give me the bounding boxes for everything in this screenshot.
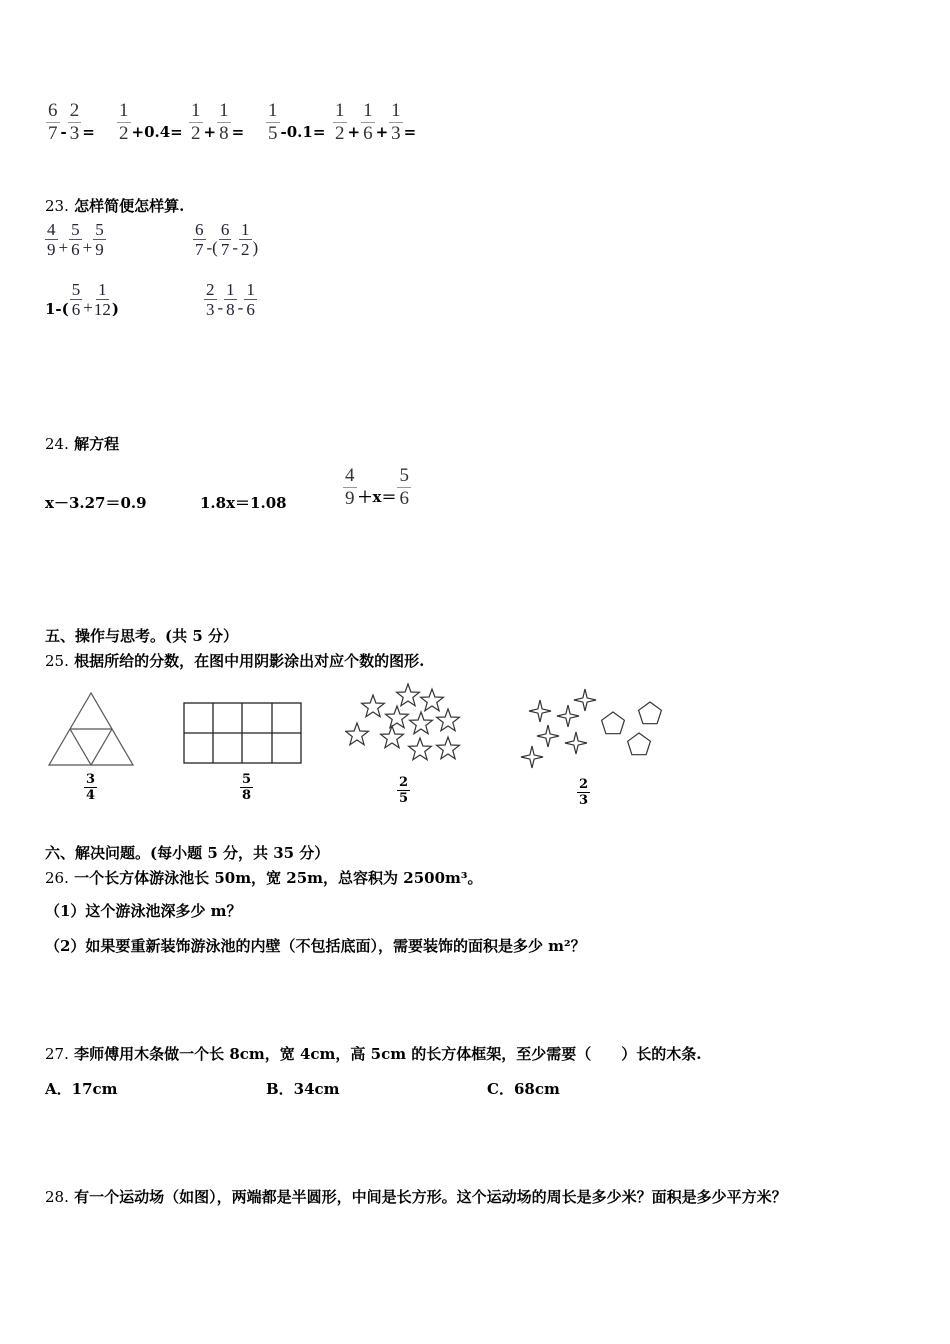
denominator: 9 <box>345 488 355 509</box>
star-icon <box>386 706 409 728</box>
fraction-label <box>84 772 97 803</box>
numerator: 1 <box>226 280 235 299</box>
equation-2: 1.8x＝1.08 <box>200 494 287 512</box>
numerator: 1 <box>119 100 129 121</box>
q26-text <box>45 867 482 888</box>
grid-figure <box>183 702 303 766</box>
question-text: 一个长方体游泳池长 50m，宽 25m，总容积为 2500m³。 <box>74 869 483 887</box>
denominator: 12 <box>93 300 111 319</box>
denominator: 5 <box>268 123 278 144</box>
q28-text <box>45 1186 787 1207</box>
fraction <box>333 100 347 145</box>
q23-expr-1 <box>44 220 107 259</box>
question-number: 25. <box>45 652 69 670</box>
operator: + <box>83 298 93 317</box>
denominator: 2 <box>119 123 129 144</box>
numerator: 1 <box>246 280 255 299</box>
denominator: 6 <box>71 240 80 259</box>
numerator: 1 <box>98 280 107 299</box>
question-text: 根据所给的分数，在图中用阴影涂出对应个数的图形. <box>74 652 425 670</box>
option-a[interactable]: A．17cm <box>45 1080 118 1098</box>
sparkle-icon <box>574 689 596 711</box>
numerator: 1 <box>391 100 401 121</box>
pentagon-icon <box>639 702 662 724</box>
q23-expr-3 <box>45 280 119 319</box>
fraction <box>117 100 131 145</box>
denominator: 3 <box>69 123 80 144</box>
denominator: 2 <box>191 123 201 144</box>
q26-subquestion-1: （1）这个游泳池深多少 m？ <box>45 902 242 920</box>
fraction <box>389 100 403 145</box>
numerator: 5 <box>399 465 409 486</box>
sparkles-pentagons-figure <box>515 682 665 777</box>
question-text: 解方程 <box>74 435 120 453</box>
question-number: 24. <box>45 435 69 453</box>
fraction-label <box>240 772 253 803</box>
operator-tail: +0.4= <box>131 123 183 141</box>
sparkle-icon <box>557 705 579 727</box>
fraction <box>189 100 203 145</box>
numerator: 2 <box>69 100 80 121</box>
star-icon <box>410 712 433 734</box>
operator: - <box>237 298 244 317</box>
operator: ＋x＝ <box>357 488 397 506</box>
question-text: 怎样简便怎样算. <box>74 197 185 215</box>
pentagon-icon <box>628 733 651 755</box>
numerator: 2 <box>399 775 409 790</box>
denominator: 7 <box>220 240 230 259</box>
star-icon <box>437 737 460 759</box>
question-number: 27. <box>45 1045 69 1063</box>
numerator: 2 <box>206 280 215 299</box>
operator: - <box>60 123 67 141</box>
operator: 1-( <box>45 300 69 318</box>
q23-expr-4 <box>203 280 258 319</box>
q27-text <box>45 1043 702 1064</box>
denominator: 6 <box>71 300 81 319</box>
denominator: 5 <box>399 791 409 806</box>
section-heading-6: 六、解决问题。(每小题 5 分，共 35 分） <box>45 844 330 862</box>
denominator: 9 <box>95 240 104 259</box>
denominator: 2 <box>335 123 345 144</box>
star-icon <box>362 695 385 717</box>
q24-heading <box>45 433 119 454</box>
equals: = <box>231 123 245 141</box>
option-b[interactable]: B．34cm <box>266 1080 340 1098</box>
operator: - <box>217 298 224 317</box>
question-number: 26. <box>45 869 69 887</box>
sparkle-icon <box>537 725 559 747</box>
denominator: 6 <box>246 300 255 319</box>
star-icon <box>409 738 432 760</box>
star-icon <box>381 726 404 748</box>
equals: = <box>82 123 95 141</box>
denominator: 4 <box>86 788 96 803</box>
fraction-label <box>397 775 410 806</box>
operator: + <box>203 123 217 141</box>
equation-1: x－3.27＝0.9 <box>45 494 147 512</box>
denominator: 8 <box>219 123 229 144</box>
denominator: 7 <box>48 123 58 144</box>
operator: + <box>58 238 69 257</box>
q25-heading <box>45 650 424 671</box>
denominator: 3 <box>391 123 401 144</box>
numerator: 1 <box>219 100 229 121</box>
sparkle-icon <box>521 746 543 768</box>
operator: + <box>82 238 93 257</box>
denominator: 3 <box>206 300 215 319</box>
denominator: 8 <box>226 300 235 319</box>
question-number: 23. <box>45 197 69 215</box>
numerator: 5 <box>71 280 81 299</box>
operator-tail: -0.1= <box>280 123 326 141</box>
equation-3 <box>342 465 412 510</box>
numerator: 4 <box>345 465 355 486</box>
numerator: 6 <box>220 220 230 239</box>
fraction <box>217 100 231 145</box>
operator: + <box>347 123 361 141</box>
numerator: 6 <box>195 220 204 239</box>
question-number: 28. <box>45 1188 69 1206</box>
denominator: 9 <box>47 240 56 259</box>
denominator: 8 <box>242 788 252 803</box>
q23-expr-2 <box>192 220 258 259</box>
numerator: 6 <box>48 100 58 121</box>
q22-expr-2 <box>116 100 183 145</box>
denominator: 6 <box>363 123 373 144</box>
question-text: 有一个运动场（如图），两端都是半圆形，中间是长方形。这个运动场的周长是多少米？面积是多少平方米？ <box>74 1188 787 1206</box>
paren: ) <box>252 238 259 257</box>
numerator: 4 <box>47 220 56 239</box>
q22-expr-1 <box>45 100 95 145</box>
numerator: 5 <box>95 220 104 239</box>
question-text: 李师傅用木条做一个长 8cm，宽 4cm，高 5cm 的长方体框架，至少需要（ ）长的木条. <box>74 1045 702 1063</box>
numerator: 1 <box>268 100 278 121</box>
denominator: 6 <box>399 488 409 509</box>
denominator: 3 <box>579 793 589 808</box>
denominator: 2 <box>241 240 250 259</box>
star-icon <box>346 723 369 745</box>
option-c[interactable]: C．68cm <box>487 1080 560 1098</box>
sparkle-icon <box>529 700 551 722</box>
numerator: 5 <box>242 772 252 787</box>
numerator: 1 <box>363 100 373 121</box>
q23-heading <box>45 195 184 216</box>
numerator: 5 <box>71 220 80 239</box>
fraction <box>266 100 280 145</box>
fraction <box>361 100 375 145</box>
triangle-figure <box>47 690 137 768</box>
sparkle-icon <box>565 732 587 754</box>
fraction <box>68 100 82 145</box>
star-icon <box>397 684 420 706</box>
fraction <box>46 100 60 145</box>
operator: -( <box>206 238 218 257</box>
numerator: 1 <box>335 100 345 121</box>
q22-expr-4 <box>265 100 325 145</box>
q22-expr-5 <box>332 100 416 145</box>
numerator: 2 <box>579 777 589 792</box>
fraction-label <box>577 777 590 808</box>
numerator: 3 <box>86 772 96 787</box>
numerator: 1 <box>241 220 250 239</box>
star-icon <box>421 689 444 711</box>
operator: - <box>232 238 238 257</box>
pentagon-icon <box>602 712 625 734</box>
q26-subquestion-2: （2）如果要重新装饰游泳池的内壁（不包括底面），需要装饰的面积是多少 m²？ <box>45 937 586 955</box>
denominator: 7 <box>195 240 204 259</box>
stars-figure <box>345 680 470 775</box>
star-icon <box>437 709 460 731</box>
q22-expr-3 <box>188 100 244 145</box>
equals: = <box>403 123 417 141</box>
paren: ) <box>111 300 119 318</box>
operator: + <box>375 123 389 141</box>
numerator: 1 <box>191 100 201 121</box>
section-heading-5: 五、操作与思考。(共 5 分） <box>45 627 238 645</box>
